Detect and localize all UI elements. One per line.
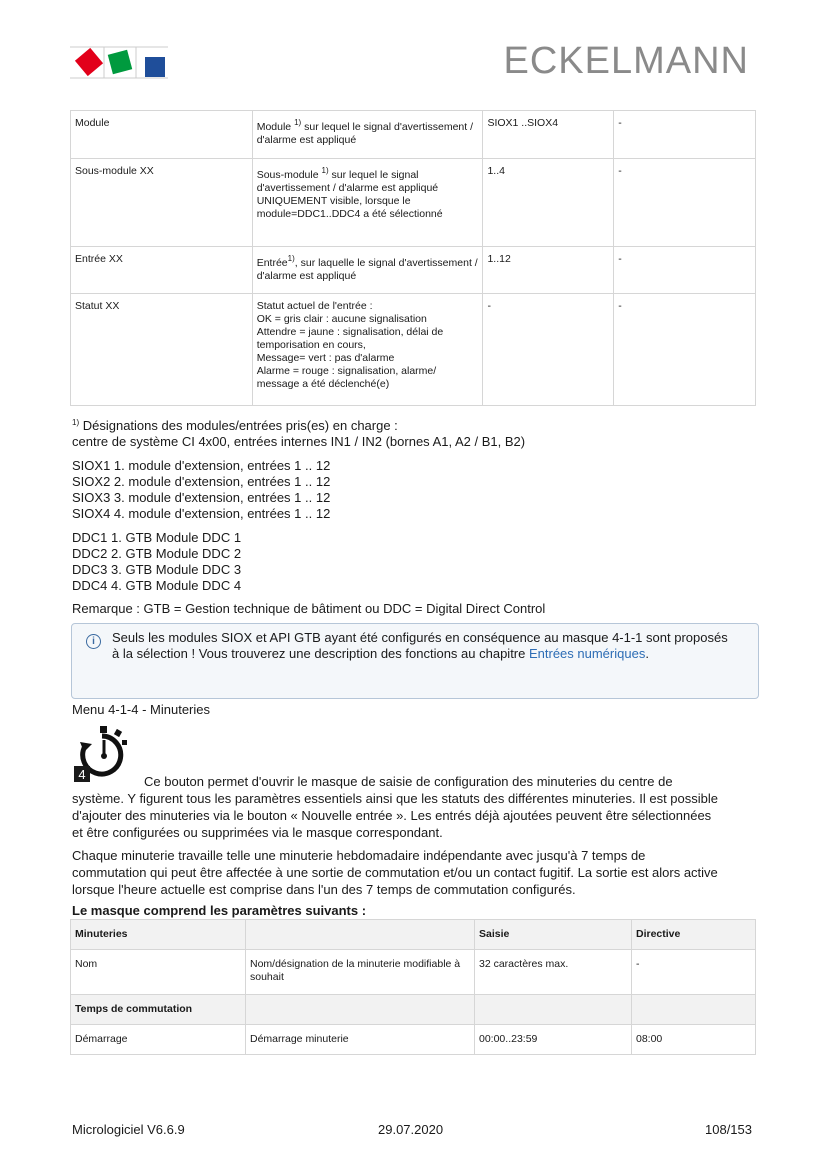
param-name: Nom <box>71 950 246 995</box>
column-header: Minuteries <box>71 920 246 950</box>
param-name: Démarrage <box>71 1025 246 1055</box>
param-value: 1..4 <box>483 159 614 247</box>
param-value: - <box>483 294 614 406</box>
list-item: SIOX3 3. module d'extension, entrées 1 .. 12 <box>72 490 331 505</box>
table-row <box>71 950 756 995</box>
param-value: 1..12 <box>483 247 614 294</box>
footer-version: Micrologiciel V6.6.9 <box>72 1122 185 1137</box>
ddc-list <box>72 530 241 594</box>
column-header <box>246 920 475 950</box>
param-name: Entrée XX <box>71 247 253 294</box>
list-item: SIOX1 1. module d'extension, entrées 1 .. 12 <box>72 458 331 473</box>
param-input: 00:00..23:59 <box>475 1025 632 1055</box>
table-row <box>71 111 756 159</box>
table-header-row <box>71 920 756 950</box>
param-default: - <box>614 294 756 406</box>
param-input: 32 caractères max. <box>475 950 632 995</box>
timer-parameters-table <box>70 919 756 1055</box>
param-default: 08:00 <box>632 1025 756 1055</box>
status-line: Attendre = jaune : signalisation, délai de temporisation en cours, <box>256 326 444 351</box>
param-desc <box>252 294 483 406</box>
siox-list <box>72 458 330 522</box>
status-line: Statut actuel de l'entrée : <box>256 300 373 312</box>
param-default: - <box>614 247 756 294</box>
eckelmann-logo-squares <box>70 46 170 80</box>
table-subheader-row <box>71 995 756 1025</box>
footer-page-number: 108/153 <box>705 1122 752 1137</box>
table-row <box>71 159 756 247</box>
param-desc: Nom/désignation de la minuterie modifiable à souhait <box>246 950 475 995</box>
param-value: SIOX1 ..SIOX4 <box>483 111 614 159</box>
param-desc: Sous-module $^{1)}$ sur lequel le signal d'avertissement / d'alarme est appliqué UNIQUEMENT visible, lorsque le module=DDC1..DDC4 a été sélectionné <box>252 159 483 247</box>
info-text: Seuls les modules SIOX et API GTB ayant été configurés en conséquence au masque 4-1-1 sont proposés à la sélection ! Vous trouverez une description des fonctions au chapitre Entrées numériques. <box>112 630 728 661</box>
list-item: DDC4 4. GTB Module DDC 4 <box>72 578 242 593</box>
param-desc: Entrée$^{1)}$, sur laquelle le signal d'avertissement / d'alarme est appliqué <box>252 247 483 294</box>
list-item: SIOX2 2. module d'extension, entrées 1 .. 12 <box>72 474 331 489</box>
status-line: Message= vert : pas d'alarme <box>256 352 395 364</box>
chapter-link[interactable]: Entrées numériques <box>528 646 646 661</box>
brand-wordmark: ECKELMANN <box>503 40 749 82</box>
remark: Remarque : GTB = Gestion technique de bâtiment ou DDC = Digital Direct Control <box>72 601 546 616</box>
column-header: Saisie <box>475 920 632 950</box>
footnote: $^{1)}$ Désignations des modules/entrées pris(es) en charge : centre de système CI 4x00, entrées internes IN1 / IN2 (bornes A1, A2 / B1, B2) <box>72 418 526 449</box>
list-item: SIOX4 4. module d'extension, entrées 1 .. 12 <box>72 506 331 521</box>
table-row <box>71 247 756 294</box>
param-desc: Module $^{1)}$ sur lequel le signal d'avertissement / d'alarme est appliqué <box>252 111 483 159</box>
column-header: Directive <box>632 920 756 950</box>
param-name: Module <box>71 111 253 159</box>
timer-badge: 4 <box>78 767 86 782</box>
info-panel <box>71 623 759 699</box>
status-line: OK = gris clair : aucune signalisation <box>256 313 427 325</box>
info-icon: i <box>86 634 101 649</box>
menu-title: Menu 4-1-4 - Minuteries <box>72 702 210 717</box>
param-default: - <box>614 159 756 247</box>
param-default: - <box>632 950 756 995</box>
description-paragraph: Chaque minuterie travaille telle une minuterie hebdomadaire indépendante avec jusqu'à 7 temps de commutation qui peut être affectée à une sortie de commutation et/ou un contact fugitif. La sortie est alors active lorsque l'heure actuelle est comprise dans l'un des 7 temps de commutation configurés. <box>72 848 718 897</box>
params-heading: Le masque comprend les paramètres suivants : <box>72 903 367 918</box>
footer-date: 29.07.2020 <box>378 1122 444 1137</box>
status-line: Alarme = rouge : signalisation, alarme/ message a été déclenché(e) <box>256 365 437 390</box>
table-row <box>71 294 756 406</box>
signal-parameters-table <box>70 110 756 406</box>
param-name: Sous-module XX <box>71 159 253 247</box>
param-desc: Démarrage minuterie <box>246 1025 475 1055</box>
section-label: Temps de commutation <box>71 995 246 1025</box>
intro-paragraph: Ce bouton permet d'ouvrir le masque de saisie de configuration des minuteries du centre de système. Y figurent tous les paramètres essentiels ainsi que les statuts des différentes minuteries. Il est possible d'ajouter des minuteries via le bouton « Nouvelle entrée ». Les entrés déjà ajoutées peuvent être sélectionnées et être configurées ou supprimées via le masque correspondant. <box>72 774 718 840</box>
list-item: DDC3 3. GTB Module DDC 3 <box>72 562 242 577</box>
param-default: - <box>614 111 756 159</box>
table-row <box>71 1025 756 1055</box>
list-item: DDC2 2. GTB Module DDC 2 <box>72 546 242 561</box>
list-item: DDC1 1. GTB Module DDC 1 <box>72 530 242 545</box>
param-name: Statut XX <box>71 294 253 406</box>
